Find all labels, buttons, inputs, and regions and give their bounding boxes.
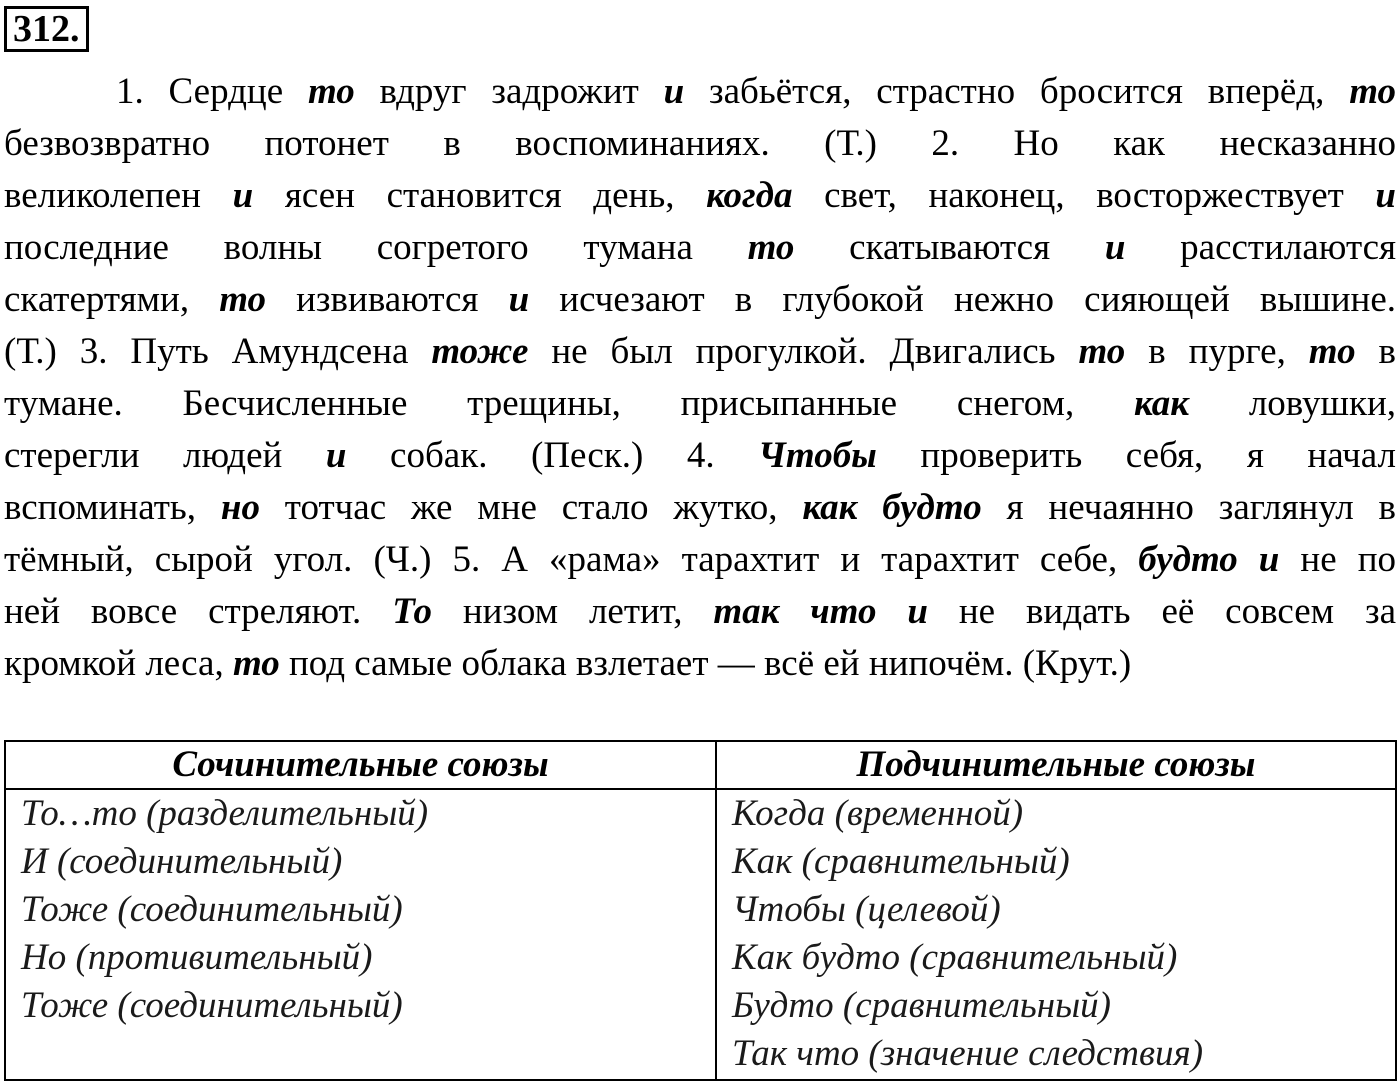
conjunction-highlight: то [232, 643, 280, 684]
conjunction-highlight: и [1375, 175, 1396, 216]
conjunction-highlight: то [219, 279, 266, 320]
text-segment: я нечаянно заглянул в [981, 487, 1396, 528]
exercise-text [4, 66, 1396, 690]
conjunction-highlight: то [1078, 331, 1126, 372]
text-segment: не был прогулкой. Двигались [528, 331, 1079, 372]
text-segment: не по [1279, 539, 1397, 580]
text-segment: забьётся, страстно бросится вперёд, [684, 71, 1350, 112]
text-line [4, 534, 1396, 586]
list-item: Тоже (соединительный) [21, 889, 403, 930]
conjunction-highlight: и [325, 435, 347, 476]
conjunction-highlight: то [1349, 71, 1396, 112]
text-segment: тотчас же мне стало жутко, [259, 487, 803, 528]
subordinating-list [716, 789, 1396, 1080]
text-segment: под самые облака взлетает — всё ей нипочём. (Крут.) [279, 643, 1132, 684]
conjunction-highlight: так что и [713, 591, 928, 632]
text-segment: свет, наконец, восторжествует [792, 175, 1376, 216]
text-segment: ловушки, [1189, 383, 1396, 424]
list-item: Но (противительный) [21, 937, 373, 978]
text-line [4, 118, 1396, 170]
conjunction-highlight: как [1133, 383, 1190, 424]
conjunction-highlight: тоже [431, 331, 529, 372]
text-line [4, 66, 1396, 118]
conjunction-highlight: но [220, 487, 260, 528]
coordinating-list [5, 789, 716, 1080]
conjunction-highlight: Чтобы [758, 435, 877, 476]
text-segment: расстилаются [1125, 227, 1397, 268]
text-line [4, 430, 1396, 482]
list-item: Чтобы (целевой) [732, 889, 1001, 930]
header-subordinating: Подчинительные союзы [716, 741, 1396, 789]
text-segment: в пурге, [1125, 331, 1309, 372]
conjunction-highlight: и [232, 175, 254, 216]
conjunctions-table [4, 740, 1397, 1081]
text-segment: собак. (Песк.) 4. [346, 435, 759, 476]
conjunction-highlight: как будто [802, 487, 982, 528]
text-segment: великолепен [4, 175, 233, 216]
text-segment: вдруг задрожит [354, 71, 664, 112]
conjunction-highlight: то [307, 71, 355, 112]
list-item: То…то (разделительный) [21, 793, 429, 834]
text-line [4, 274, 1396, 326]
exercise-number: 312. [4, 6, 89, 52]
list-item: Будто (сравнительный) [732, 985, 1111, 1026]
text-segment: безвозвратно потонет в воспоминаниях. (Т.) 2. Но как несказанно [4, 123, 1396, 164]
text-segment: тёмный, сырой угол. (Ч.) 5. А «рама» тарахтит и тарахтит себе, [4, 539, 1139, 580]
list-item: Когда (временной) [732, 793, 1024, 834]
conjunction-highlight: то [1308, 331, 1356, 372]
text-line [4, 378, 1396, 430]
text-segment: (Т.) 3. Путь Амундсена [4, 331, 432, 372]
text-segment: стерегли людей [4, 435, 326, 476]
text-segment: скатертями, [4, 279, 220, 320]
text-segment: скатываются [794, 227, 1105, 268]
text-segment: не видать её совсем за [927, 591, 1396, 632]
conjunction-highlight: и [663, 71, 685, 112]
text-segment: ней вовсе стреляют. [4, 591, 393, 632]
table-row [5, 789, 1396, 1080]
text-line [4, 586, 1396, 638]
conjunction-highlight: и [508, 279, 530, 320]
text-segment: проверить себя, я начал [876, 435, 1396, 476]
text-segment: низом летит, [431, 591, 714, 632]
list-item: Как (сравнительный) [732, 841, 1070, 882]
text-line [4, 638, 1396, 690]
list-item: Тоже (соединительный) [21, 985, 403, 1026]
text-segment: исчезают в глубокой нежно сияющей вышине. [529, 279, 1396, 320]
conjunction-highlight: когда [706, 175, 793, 216]
list-item: И (соединительный) [21, 841, 343, 882]
conjunction-highlight: То [392, 591, 432, 632]
text-segment: ясен становится день, [253, 175, 707, 216]
conjunction-highlight: то [747, 227, 795, 268]
conjunction-highlight: и [1104, 227, 1126, 268]
list-item: Как будто (сравнительный) [732, 937, 1178, 978]
conjunction-highlight: будто и [1138, 539, 1280, 580]
header-coordinating: Сочинительные союзы [5, 741, 716, 789]
text-segment: в [1355, 331, 1396, 372]
text-segment: вспоминать, [4, 487, 221, 528]
list-item: Так что (значение следствия) [732, 1033, 1204, 1074]
text-line [4, 326, 1396, 378]
text-segment: последние волны согретого тумана [4, 227, 748, 268]
text-segment: тумане. Бесчисленные трещины, присыпанные снегом, [4, 383, 1134, 424]
text-segment: извиваются [266, 279, 509, 320]
text-line [4, 222, 1396, 274]
text-line [4, 170, 1396, 222]
text-segment: 1. Сердце [116, 71, 308, 112]
text-segment: кромкой леса, [4, 643, 233, 684]
text-line [4, 482, 1396, 534]
table-header-row [5, 741, 1396, 789]
